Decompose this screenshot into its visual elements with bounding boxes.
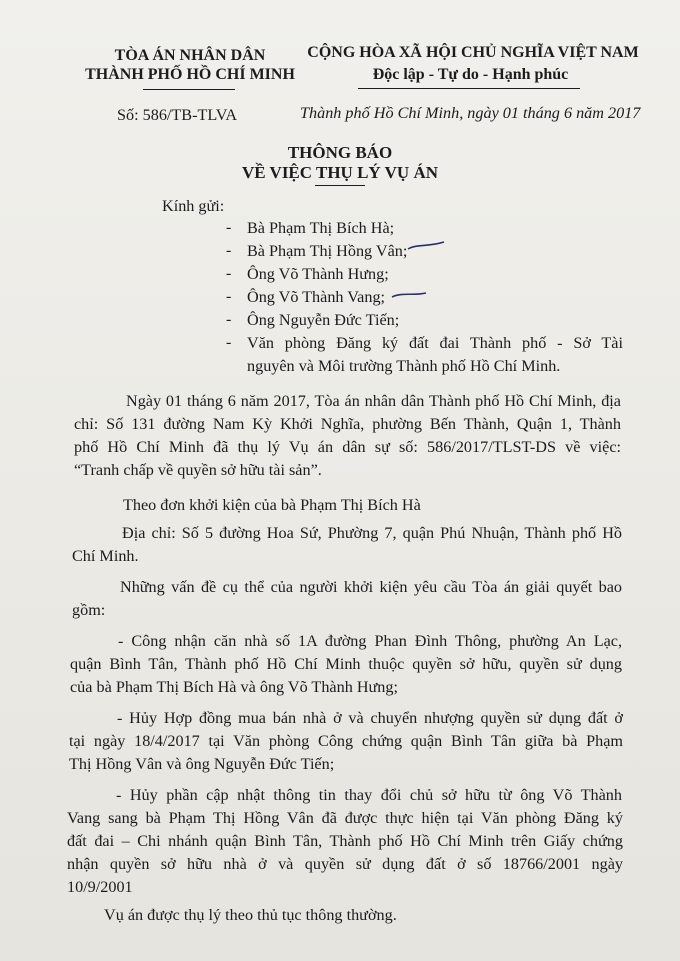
court-name-line1: TÒA ÁN NHÂN DÂN (114, 47, 266, 64)
recipient-4: Ông Võ Thành Vang; (247, 288, 386, 306)
paragraph-6-line-2: tại ngày 18/4/2017 tại Văn phòng Công chứng quận Bình Tân giữa bà Phạm (69, 732, 623, 750)
paragraph-1-line-1: Ngày 01 tháng 6 năm 2017, Tòa án nhân dân Thành phố Hồ Chí Minh, địa (126, 392, 621, 410)
paragraph-4-line-2: gồm: (72, 601, 106, 619)
paragraph-7-line-3: đất đai – Chi nhánh quận Bình Tân, Thành phố Hồ Chí Minh trên Giấy chứng (67, 832, 623, 850)
pen-mark-1 (406, 238, 446, 254)
paragraph-3-line-1: Địa chỉ: Số 5 đường Hoa Sứ, Phường 7, quận Phú Nhuận, Thành phố Hồ (122, 524, 622, 542)
bullet-2: - (226, 242, 232, 259)
paragraph-3-line-2: Chí Minh. (72, 547, 139, 565)
paragraph-7-line-5: 10/9/2001 (67, 878, 133, 896)
document-subtitle: VỀ VIỆC THỤ LÝ VỤ ÁN (241, 163, 438, 182)
paragraph-8: Vụ án được thụ lý theo thủ tục thông thường. (104, 906, 397, 924)
place-date: Thành phố Hồ Chí Minh, ngày 01 tháng 6 năm 2017 (300, 104, 641, 122)
paragraph-2: Theo đơn khởi kiện của bà Phạm Thị Bích Hà (123, 496, 421, 514)
recipient-2: Bà Phạm Thị Hồng Vân; (247, 242, 408, 260)
paragraph-7-line-1: - Hủy phần cập nhật thông tin thay đổi chủ sở hữu từ ông Võ Thành (116, 786, 622, 804)
paragraph-7-line-2: Vang sang bà Phạm Thị Hồng Vân đã được thực hiện tại Văn phòng Đăng ký (67, 809, 623, 827)
bullet-4: - (226, 288, 232, 305)
national-motto-line2: Độc lập - Tự do - Hạnh phúc (372, 66, 569, 83)
recipient-6: Văn phòng Đăng ký đất đai Thành phố - Sở Tài (247, 334, 623, 352)
bullet-5: - (226, 311, 232, 328)
paragraph-1-line-3: phố Hồ Chí Minh đã thụ lý Vụ án dân sự số: 586/2017/TLST-DS về việc: (74, 438, 621, 456)
bullet-6: - (226, 334, 232, 351)
title-underline (315, 185, 365, 186)
document-title: THÔNG BÁO (287, 143, 393, 162)
recipient-5: Ông Nguyễn Đức Tiến; (247, 311, 400, 329)
paragraph-6-line-3: Thị Hồng Vân và ông Nguyễn Đức Tiến; (69, 755, 335, 773)
paragraph-5-line-3: của bà Phạm Thị Bích Hà và ông Võ Thành Hưng; (70, 678, 398, 696)
recipient-1: Bà Phạm Thị Bích Hà; (247, 219, 395, 237)
paragraph-5-line-1: - Công nhận căn nhà số 1A đường Phan Đình Thông, phường An Lạc, (118, 632, 622, 650)
paragraph-4-line-1: Những vấn đề cụ thể của người khởi kiện yêu cầu Tòa án giải quyết bao (120, 578, 622, 596)
bullet-3: - (226, 265, 232, 282)
recipient-6-cont: nguyên và Môi trường Thành phố Hồ Chí Minh. (247, 357, 561, 375)
bullet-1: - (226, 219, 232, 236)
paragraph-1-line-4: “Tranh chấp về quyền sở hữu tài sản”. (74, 461, 322, 479)
pen-mark-2 (390, 286, 430, 302)
recipient-3: Ông Võ Thành Hưng; (247, 265, 389, 283)
court-name-underline (143, 89, 235, 90)
paragraph-6-line-1: - Hủy Hợp đồng mua bán nhà ở và chuyển nhượng quyền sử dụng đất ở (117, 709, 623, 727)
court-name-line2: THÀNH PHỐ HỒ CHÍ MINH (85, 66, 295, 83)
paragraph-5-line-2: quận Bình Tân, Thành phố Hồ Chí Minh thuộc quyền sở hữu, quyền sử dụng (70, 655, 622, 673)
national-motto-line1: CỘNG HÒA XÃ HỘI CHỦ NGHĨA VIỆT NAM (307, 44, 639, 61)
document-number: Số: 586/TB-TLVA (117, 106, 238, 124)
paragraph-7-line-4: nhận quyền sở hữu nhà ở và quyền sử dụng đất ở số 18766/2001 ngày (67, 855, 623, 873)
national-motto-underline (358, 88, 580, 89)
paragraph-1-line-2: chỉ: Số 131 đường Nam Kỳ Khởi Nghĩa, phường Bến Thành, Quận 1, Thành (74, 415, 621, 433)
recipients-label: Kính gửi: (162, 197, 225, 215)
